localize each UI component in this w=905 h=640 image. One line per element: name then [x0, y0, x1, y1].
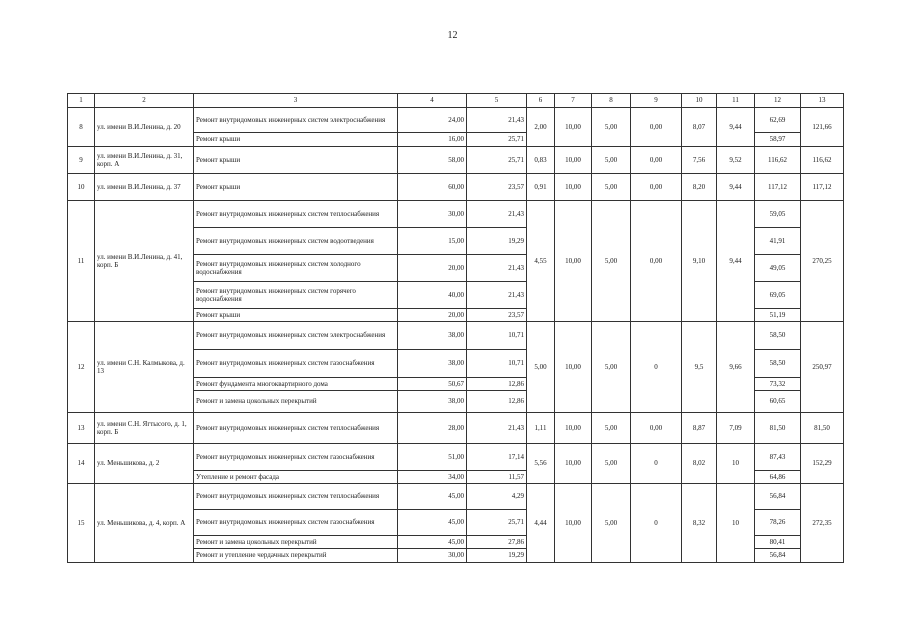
table-row [68, 413, 844, 444]
total-cell: 117,12 [801, 174, 844, 201]
value-col7-cell: 10,00 [555, 322, 592, 413]
value-col4-cell: 38,00 [398, 322, 467, 350]
value-col4-cell: 45,00 [398, 484, 467, 510]
work-type-cell: Ремонт внутридомовых инженерных систем холодного водоснабжения [194, 255, 398, 282]
value-col6-cell: 5,56 [527, 444, 555, 484]
work-type-cell: Утепление и ремонт фасада [194, 471, 398, 484]
value-col12-cell: 59,05 [755, 201, 801, 228]
value-col4-cell: 38,00 [398, 391, 467, 413]
value-col5-cell: 23,57 [467, 174, 527, 201]
total-cell: 272,35 [801, 484, 844, 563]
value-col9-cell: 0 [631, 484, 682, 563]
header-cell: 8 [592, 94, 631, 108]
total-cell: 116,62 [801, 147, 844, 174]
value-col6-cell: 0,83 [527, 147, 555, 174]
value-col11-cell: 9,66 [717, 322, 755, 413]
value-col4-cell: 34,00 [398, 471, 467, 484]
value-col5-cell: 12,86 [467, 378, 527, 391]
header-cell: 6 [527, 94, 555, 108]
header-cell: 3 [194, 94, 398, 108]
value-col5-cell: 21,43 [467, 413, 527, 444]
value-col6-cell: 4,44 [527, 484, 555, 563]
value-col5-cell: 12,86 [467, 391, 527, 413]
value-col9-cell: 0 [631, 444, 682, 484]
value-col10-cell: 8,02 [682, 444, 717, 484]
address-cell: ул. имени В.И.Ленина, д. 41, корп. Б [95, 201, 194, 322]
value-col7-cell: 10,00 [555, 201, 592, 322]
value-col10-cell: 7,56 [682, 147, 717, 174]
value-col12-cell: 51,19 [755, 309, 801, 322]
value-col4-cell: 51,00 [398, 444, 467, 471]
work-type-cell: Ремонт и замена цокольных перекрытий [194, 391, 398, 413]
value-col7-cell: 10,00 [555, 484, 592, 563]
row-number-cell: 11 [68, 201, 95, 322]
table-row [68, 201, 844, 228]
value-col7-cell: 10,00 [555, 174, 592, 201]
row-number-cell: 12 [68, 322, 95, 413]
value-col8-cell: 5,00 [592, 484, 631, 563]
value-col9-cell: 0,00 [631, 201, 682, 322]
work-type-cell: Ремонт внутридомовых инженерных систем теплоснабжения [194, 413, 398, 444]
page-number: 12 [447, 30, 458, 41]
value-col6-cell: 5,00 [527, 322, 555, 413]
total-cell: 250,97 [801, 322, 844, 413]
value-col12-cell: 78,26 [755, 510, 801, 536]
value-col12-cell: 58,50 [755, 322, 801, 350]
value-col6-cell: 2,00 [527, 108, 555, 147]
value-col5-cell: 4,29 [467, 484, 527, 510]
row-number-cell: 8 [68, 108, 95, 147]
value-col12-cell: 64,86 [755, 471, 801, 484]
header-cell: 9 [631, 94, 682, 108]
value-col9-cell: 0 [631, 322, 682, 413]
value-col4-cell: 38,00 [398, 350, 467, 378]
row-number-cell: 14 [68, 444, 95, 484]
value-col6-cell: 1,11 [527, 413, 555, 444]
value-col9-cell: 0,00 [631, 413, 682, 444]
address-cell: ул. Меньшикова, д. 4, корп. А [95, 484, 194, 563]
value-col8-cell: 5,00 [592, 147, 631, 174]
work-type-cell: Ремонт внутридомовых инженерных систем газоснабжения [194, 510, 398, 536]
address-cell: ул. имени В.И.Ленина, д. 37 [95, 174, 194, 201]
work-type-cell: Ремонт крыши [194, 147, 398, 174]
value-col12-cell: 73,32 [755, 378, 801, 391]
value-col11-cell: 10 [717, 484, 755, 563]
value-col9-cell: 0,00 [631, 174, 682, 201]
total-cell: 152,29 [801, 444, 844, 484]
value-col4-cell: 50,67 [398, 378, 467, 391]
work-type-cell: Ремонт фундамента многоквартирного дома [194, 378, 398, 391]
value-col11-cell: 9,52 [717, 147, 755, 174]
table-row [68, 444, 844, 471]
row-number-cell: 13 [68, 413, 95, 444]
value-col5-cell: 19,29 [467, 549, 527, 563]
value-col8-cell: 5,00 [592, 108, 631, 147]
header-cell: 2 [95, 94, 194, 108]
work-type-cell: Ремонт внутридомовых инженерных систем водоотведения [194, 228, 398, 255]
work-type-cell: Ремонт внутридомовых инженерных систем горячего водоснабжения [194, 282, 398, 309]
value-col12-cell: 87,43 [755, 444, 801, 471]
work-type-cell: Ремонт внутридомовых инженерных систем электроснабжения [194, 322, 398, 350]
value-col12-cell: 56,84 [755, 549, 801, 563]
value-col4-cell: 60,00 [398, 174, 467, 201]
value-col8-cell: 5,00 [592, 201, 631, 322]
work-type-cell: Ремонт внутридомовых инженерных систем электроснабжения [194, 108, 398, 133]
address-cell: ул. Меньшикова, д. 2 [95, 444, 194, 484]
repair-works-table [67, 93, 844, 563]
value-col11-cell: 7,09 [717, 413, 755, 444]
value-col12-cell: 49,05 [755, 255, 801, 282]
value-col12-cell: 80,41 [755, 536, 801, 549]
value-col12-cell: 116,62 [755, 147, 801, 174]
row-number-cell: 10 [68, 174, 95, 201]
value-col12-cell: 62,69 [755, 108, 801, 133]
value-col5-cell: 21,43 [467, 108, 527, 133]
value-col4-cell: 30,00 [398, 201, 467, 228]
value-col5-cell: 25,71 [467, 133, 527, 147]
value-col8-cell: 5,00 [592, 444, 631, 484]
value-col9-cell: 0,00 [631, 147, 682, 174]
value-col5-cell: 27,86 [467, 536, 527, 549]
value-col5-cell: 21,43 [467, 282, 527, 309]
header-cell: 4 [398, 94, 467, 108]
value-col6-cell: 4,55 [527, 201, 555, 322]
value-col7-cell: 10,00 [555, 147, 592, 174]
value-col8-cell: 5,00 [592, 322, 631, 413]
value-col12-cell: 56,84 [755, 484, 801, 510]
header-cell: 10 [682, 94, 717, 108]
header-cell: 5 [467, 94, 527, 108]
value-col7-cell: 10,00 [555, 108, 592, 147]
value-col4-cell: 30,00 [398, 549, 467, 563]
value-col11-cell: 9,44 [717, 201, 755, 322]
table-row [68, 147, 844, 174]
work-type-cell: Ремонт и замена цокольных перекрытий [194, 536, 398, 549]
value-col12-cell: 58,97 [755, 133, 801, 147]
total-cell: 81,50 [801, 413, 844, 444]
row-number-cell: 15 [68, 484, 95, 563]
work-type-cell: Ремонт и утепление чердачных перекрытий [194, 549, 398, 563]
value-col5-cell: 21,43 [467, 201, 527, 228]
value-col5-cell: 17,14 [467, 444, 527, 471]
value-col5-cell: 25,71 [467, 510, 527, 536]
value-col7-cell: 10,00 [555, 413, 592, 444]
table-row [68, 322, 844, 350]
value-col12-cell: 81,50 [755, 413, 801, 444]
header-row [68, 94, 844, 108]
value-col10-cell: 9,10 [682, 201, 717, 322]
value-col6-cell: 0,91 [527, 174, 555, 201]
value-col4-cell: 20,00 [398, 255, 467, 282]
total-cell: 270,25 [801, 201, 844, 322]
value-col11-cell: 9,44 [717, 108, 755, 147]
value-col5-cell: 25,71 [467, 147, 527, 174]
work-type-cell: Ремонт крыши [194, 174, 398, 201]
row-number-cell: 9 [68, 147, 95, 174]
value-col4-cell: 24,00 [398, 108, 467, 133]
value-col5-cell: 10,71 [467, 350, 527, 378]
value-col10-cell: 8,87 [682, 413, 717, 444]
address-cell: ул. имени С.Н. Калмыкова, д. 13 [95, 322, 194, 413]
header-cell: 11 [717, 94, 755, 108]
value-col12-cell: 41,91 [755, 228, 801, 255]
address-cell: ул. имени В.И.Ленина, д. 20 [95, 108, 194, 147]
table-row [68, 174, 844, 201]
value-col8-cell: 5,00 [592, 174, 631, 201]
address-cell: ул. имени В.И.Ленина, д. 31, корп. А [95, 147, 194, 174]
table-row [68, 108, 844, 133]
value-col8-cell: 5,00 [592, 413, 631, 444]
address-cell: ул. имени С.Н. Ягтысого, д. 1, корп. Б [95, 413, 194, 444]
value-col5-cell: 11,57 [467, 471, 527, 484]
value-col4-cell: 45,00 [398, 536, 467, 549]
value-col10-cell: 8,07 [682, 108, 717, 147]
value-col11-cell: 9,44 [717, 174, 755, 201]
value-col12-cell: 69,05 [755, 282, 801, 309]
value-col4-cell: 40,00 [398, 282, 467, 309]
header-cell: 12 [755, 94, 801, 108]
value-col5-cell: 10,71 [467, 322, 527, 350]
work-type-cell: Ремонт крыши [194, 309, 398, 322]
work-type-cell: Ремонт внутридомовых инженерных систем теплоснабжения [194, 484, 398, 510]
value-col10-cell: 8,20 [682, 174, 717, 201]
value-col10-cell: 8,32 [682, 484, 717, 563]
value-col5-cell: 19,29 [467, 228, 527, 255]
work-type-cell: Ремонт внутридомовых инженерных систем газоснабжения [194, 350, 398, 378]
value-col12-cell: 60,65 [755, 391, 801, 413]
value-col12-cell: 58,50 [755, 350, 801, 378]
value-col5-cell: 23,57 [467, 309, 527, 322]
header-cell: 7 [555, 94, 592, 108]
value-col5-cell: 21,43 [467, 255, 527, 282]
value-col9-cell: 0,00 [631, 108, 682, 147]
work-type-cell: Ремонт крыши [194, 133, 398, 147]
value-col4-cell: 20,00 [398, 309, 467, 322]
value-col4-cell: 45,00 [398, 510, 467, 536]
value-col4-cell: 58,00 [398, 147, 467, 174]
value-col4-cell: 16,00 [398, 133, 467, 147]
header-cell: 1 [68, 94, 95, 108]
table-row [68, 484, 844, 510]
work-type-cell: Ремонт внутридомовых инженерных систем теплоснабжения [194, 201, 398, 228]
value-col4-cell: 28,00 [398, 413, 467, 444]
work-type-cell: Ремонт внутридомовых инженерных систем газоснабжения [194, 444, 398, 471]
value-col7-cell: 10,00 [555, 444, 592, 484]
total-cell: 121,66 [801, 108, 844, 147]
value-col12-cell: 117,12 [755, 174, 801, 201]
value-col10-cell: 9,5 [682, 322, 717, 413]
header-cell: 13 [801, 94, 844, 108]
value-col11-cell: 10 [717, 444, 755, 484]
value-col4-cell: 15,00 [398, 228, 467, 255]
